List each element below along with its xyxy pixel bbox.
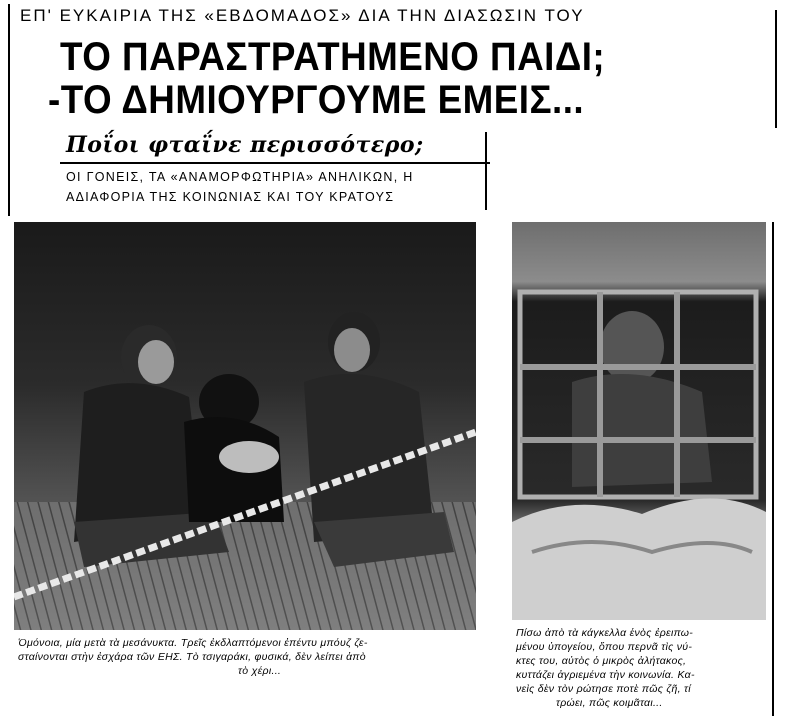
- caption-right-line-2: μένου ὑπογείου, ὅπου περνᾶ τὶς νύ-: [516, 641, 693, 653]
- caption-left-line-1: Ὁμόνοια, μία μετὰ τὰ μεσάνυκτα. Τρεῖς ἐκδλαπτόμενοι ἐπέντυ μπόυζ ζε-: [18, 637, 368, 649]
- photo-youths-graphic: [14, 222, 476, 630]
- right-border-rule: [775, 10, 777, 128]
- caption-left-line-3: τὸ χέρι...: [238, 665, 282, 677]
- caption-right: [516, 626, 772, 710]
- caption-right-line-6: τρώει, πῶς κοιμᾶται...: [556, 697, 663, 709]
- subhead-underline: [60, 162, 490, 164]
- caption-left-line-2: σταίνονται στὴν ἐσχάρα τῶν ΕΗΣ. Τὸ τσιγαράκι, φυσικά, δὲν λείπει ἀπὸ: [18, 651, 366, 663]
- subheadline: Ποΐοι φταΐνε περισσότερο;: [66, 132, 424, 158]
- deck-right-rule: [485, 132, 487, 210]
- kicker-line: ΕΠ' ΕΥΚΑΙΡΙΑ ΤΗΣ «ΕΒΔΟΜΑΔΟΣ» ΔΙΑ ΤΗΝ ΔΙΑΣΩΣΙΝ ΤΟΥ: [20, 6, 585, 25]
- left-border-rule: [8, 4, 10, 216]
- photo-bars-graphic: [512, 222, 766, 620]
- caption-right-line-1: Πίσω ἀπὸ τὰ κάγκελλα ἑνὸς ἐρειπω-: [516, 627, 694, 639]
- headline-line-1: ΤΟ ΠΑΡΑΣΤΡΑΤΗΜΕΝΟ ΠΑΙΔΙ;: [60, 35, 606, 79]
- deck-line-2: ΑΔΙΑΦΟΡΙΑ ΤΗΣ ΚΟΙΝΩΝΙΑΣ ΚΑΙ ΤΟΥ ΚΡΑΤΟΥΣ: [66, 190, 395, 204]
- caption-right-line-3: κτες του, αὐτὸς ὁ μικρὸς ἀλήτακος,: [516, 655, 687, 667]
- headline-line-2: -ΤΟ ΔΗΜΙΟΥΡΓΟΥΜΕ ΕΜΕΙΣ...: [48, 78, 585, 122]
- photo-youths-on-grate: [14, 222, 476, 630]
- deck-line-1: ΟΙ ΓΟΝΕΙΣ, ΤΑ «ΑΝΑΜΟΡΦΩΤΗΡΙΑ» ΑΝΗΛΙΚΩΝ, Η: [66, 170, 414, 184]
- caption-right-line-5: νεὶς δὲν τὸν ρώτησε ποτὲ πῶς ζῆ, τί: [516, 683, 691, 695]
- right-photo-border: [772, 222, 774, 716]
- caption-left: [18, 636, 480, 678]
- photo-boy-behind-bars: [512, 222, 766, 620]
- caption-right-line-4: κυττάζει ἀγριεμένα τὴν κοινωνία. Κα-: [516, 669, 695, 681]
